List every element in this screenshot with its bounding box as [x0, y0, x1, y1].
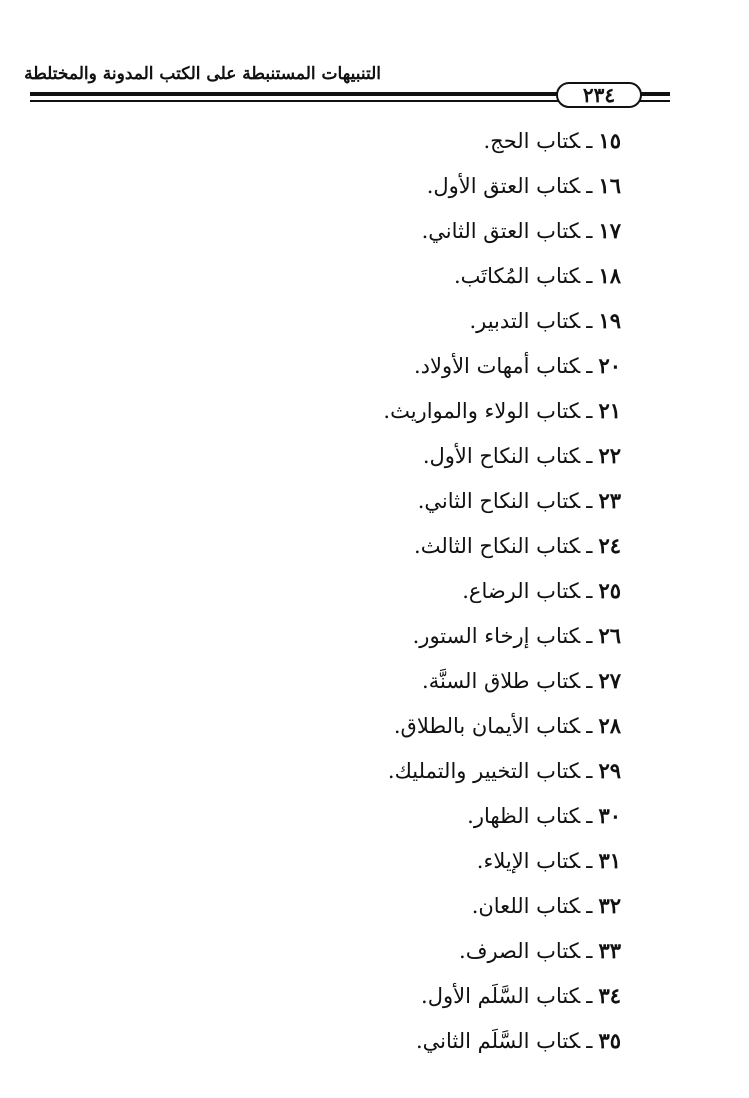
entry-number: ٢٩ — [598, 758, 621, 783]
entry-title: كتاب طلاق السنَّة. — [422, 669, 581, 693]
entry-dash: ـ — [586, 489, 593, 513]
entry-dash: ـ — [586, 624, 593, 648]
list-item — [383, 486, 621, 531]
book-list — [383, 126, 621, 1071]
entry-dash: ـ — [586, 894, 593, 918]
header-rule-thick — [30, 92, 559, 96]
entry-dash: ـ — [586, 984, 593, 1008]
entry-title: كتاب النكاح الأول. — [422, 444, 581, 468]
header-rule-right-thin — [640, 100, 670, 102]
entry-title: كتاب السَّلَم الثاني. — [415, 1029, 581, 1053]
entry-title: كتاب النكاح الثاني. — [417, 489, 581, 513]
entry-title: كتاب إرخاء الستور. — [412, 624, 581, 648]
entry-number: ٢٨ — [598, 713, 621, 738]
entry-title: كتاب الرضاع. — [462, 579, 581, 603]
list-item — [383, 396, 621, 441]
list-item — [383, 801, 621, 846]
entry-number: ٢٧ — [598, 668, 621, 693]
entry-dash: ـ — [586, 399, 593, 423]
entry-title: كتاب العتق الأول. — [426, 174, 581, 198]
entry-title: كتاب العتق الثاني. — [421, 219, 581, 243]
entry-number: ٢٦ — [598, 623, 621, 648]
entry-number: ٣٣ — [598, 938, 621, 963]
entry-title: كتاب الصرف. — [459, 939, 581, 963]
entry-title: كتاب التخيير والتمليك. — [387, 759, 581, 783]
entry-title: كتاب التدبير. — [469, 309, 581, 333]
list-item — [383, 531, 621, 576]
list-item — [383, 891, 621, 936]
entry-dash: ـ — [586, 714, 593, 738]
entry-dash: ـ — [586, 219, 593, 243]
list-item — [383, 621, 621, 666]
entry-number: ١٧ — [598, 218, 621, 243]
entry-number: ٣٠ — [598, 803, 621, 828]
entry-title: كتاب الولاء والمواريث. — [383, 399, 581, 423]
list-item — [383, 171, 621, 216]
list-item — [383, 441, 621, 486]
entry-dash: ـ — [586, 1029, 593, 1053]
entry-dash: ـ — [586, 354, 593, 378]
entry-number: ٣٤ — [598, 983, 621, 1008]
entry-title: كتاب الظهار. — [467, 804, 581, 828]
header-rule-thin — [30, 100, 559, 102]
entry-number: ١٦ — [598, 173, 621, 198]
entry-title: كتاب النكاح الثالث. — [414, 534, 581, 558]
page-number: ٢٣٤ — [582, 83, 616, 107]
entry-dash: ـ — [586, 534, 593, 558]
entry-title: كتاب المُكاتَب. — [453, 264, 581, 288]
list-item — [383, 846, 621, 891]
entry-dash: ـ — [586, 579, 593, 603]
list-item — [383, 306, 621, 351]
list-item — [383, 711, 621, 756]
entry-dash: ـ — [586, 174, 593, 198]
entry-dash: ـ — [586, 804, 593, 828]
list-item — [383, 261, 621, 306]
running-title: التنبيهات المستنبطة على الكتب المدونة والمختلطة — [24, 64, 381, 84]
entry-number: ٢٤ — [598, 533, 621, 558]
list-item — [383, 351, 621, 396]
entry-title: كتاب اللعان. — [471, 894, 581, 918]
list-item — [383, 216, 621, 261]
entry-title: كتاب الأيمان بالطلاق. — [393, 714, 581, 738]
page-number-frame — [556, 82, 642, 108]
entry-title: كتاب السَّلَم الأول. — [421, 984, 581, 1008]
entry-dash: ـ — [586, 129, 593, 153]
list-item — [383, 981, 621, 1026]
entry-dash: ـ — [586, 444, 593, 468]
entry-number: ١٩ — [598, 308, 621, 333]
entry-title: كتاب الإيلاء. — [476, 849, 581, 873]
entry-number: ٣٢ — [598, 893, 621, 918]
entry-number: ٢٥ — [598, 578, 621, 603]
list-item — [383, 576, 621, 621]
entry-number: ٢٣ — [598, 488, 621, 513]
entry-title: كتاب الحج. — [483, 129, 581, 153]
entry-number: ٣١ — [598, 848, 621, 873]
entry-dash: ـ — [586, 264, 593, 288]
entry-number: ٢٢ — [598, 443, 621, 468]
entry-dash: ـ — [586, 849, 593, 873]
entry-dash: ـ — [586, 759, 593, 783]
entry-dash: ـ — [586, 309, 593, 333]
entry-number: ١٨ — [598, 263, 621, 288]
list-item — [383, 756, 621, 801]
header-rule-right-thick — [640, 92, 670, 96]
entry-dash: ـ — [586, 669, 593, 693]
list-item — [383, 666, 621, 711]
entry-dash: ـ — [586, 939, 593, 963]
entry-number: ١٥ — [598, 128, 621, 153]
list-item — [383, 126, 621, 171]
entry-number: ٣٥ — [598, 1028, 621, 1053]
list-item — [383, 936, 621, 981]
entry-title: كتاب أمهات الأولاد. — [413, 354, 581, 378]
list-item — [383, 1026, 621, 1071]
entry-number: ٢٠ — [598, 353, 621, 378]
entry-number: ٢١ — [598, 398, 621, 423]
